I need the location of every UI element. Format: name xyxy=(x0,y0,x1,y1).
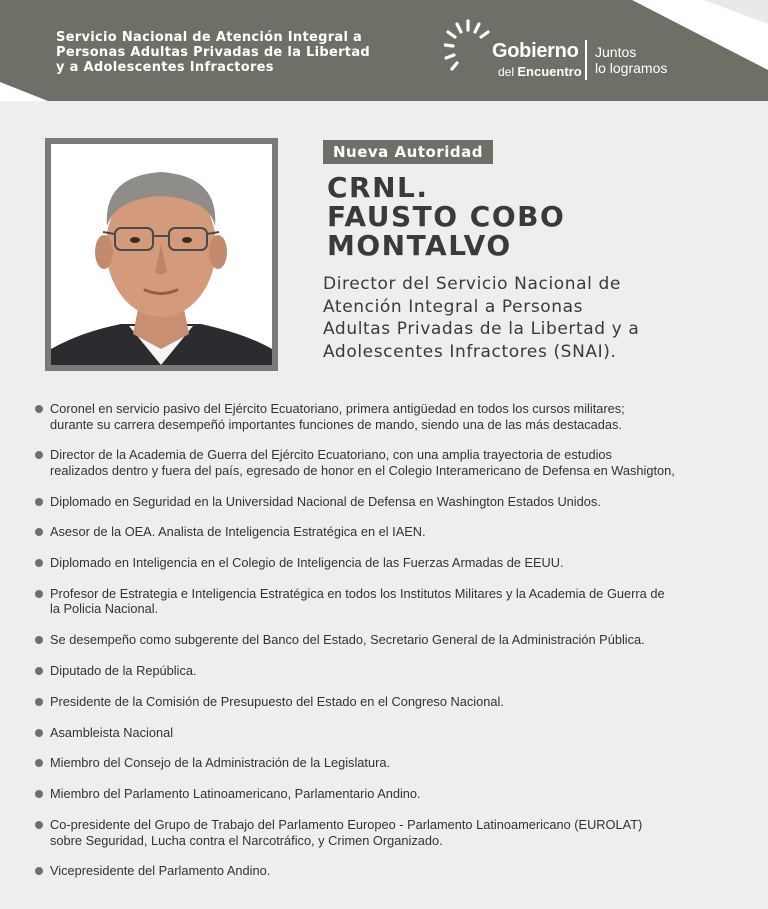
bullet-dot-icon xyxy=(35,498,43,506)
position-line: Atención Integral a Personas xyxy=(323,296,584,317)
biography-item xyxy=(35,524,735,540)
portrait-frame xyxy=(45,138,278,371)
biography-text: Se desempeño como subgerente del Banco del Estado, Secretario General de la Administración Pública. xyxy=(50,632,645,648)
bullet-dot-icon xyxy=(35,790,43,798)
position-line: Director del Servicio Nacional de xyxy=(323,274,621,294)
biography-text: Vicepresidente del Parlamento Andino. xyxy=(50,863,271,879)
biography-item xyxy=(35,401,735,432)
bullet-dot-icon xyxy=(35,590,43,598)
biography-text: sobre Seguridad, Lucha contra el Narcotráfico, y Crimen Organizado. xyxy=(50,832,443,848)
header-banner xyxy=(0,0,768,101)
biography-text: durante su carrera desempeñó importantes funciones de mando, siendo una de las más destacadas. xyxy=(50,416,622,432)
position-title xyxy=(323,273,743,363)
biography-item xyxy=(35,817,735,848)
biography-text: Profesor de Estrategia e Inteligencia Estratégica en todos los Institutos Militares y la Academia de Guerra de xyxy=(50,585,665,601)
biography-text: la Policia Nacional. xyxy=(50,601,159,617)
name-line: MONTALVO xyxy=(327,229,512,262)
name-line: FAUSTO COBO xyxy=(327,200,566,233)
biography-item xyxy=(35,494,735,510)
portrait-photo xyxy=(51,144,272,365)
biography-text: Asesor de la OEA. Analista de Inteligencia Estratégica en el IAEN. xyxy=(50,524,426,540)
bullet-dot-icon xyxy=(35,759,43,767)
biography-item xyxy=(35,694,735,710)
biography-item xyxy=(35,755,735,771)
org-name-line: y a Adolescentes Infractores xyxy=(56,60,274,75)
bullet-dot-icon xyxy=(35,729,43,737)
logo-divider xyxy=(585,40,587,80)
gobierno-logo xyxy=(444,18,704,82)
sunburst-icon xyxy=(444,18,492,78)
biography-text: Diplomado en Seguridad en la Universidad Nacional de Defensa en Washington Estados Unidos. xyxy=(50,493,601,509)
biography-text: Diputado de la República. xyxy=(50,663,197,679)
biography-item xyxy=(35,663,735,679)
logo-slogan xyxy=(595,44,667,76)
biography-text: Asambleista Nacional xyxy=(50,724,174,740)
biography-item xyxy=(35,447,735,478)
name-line: CRNL. xyxy=(327,171,429,204)
portrait-illustration xyxy=(51,144,272,365)
slogan-line: Juntos xyxy=(595,44,637,60)
logo-encuentro-text xyxy=(498,64,582,79)
biography-text: Coronel en servicio pasivo del Ejército Ecuatoriano, primera antigüedad en todos los cursos militares; xyxy=(50,401,625,416)
logo-encuentro-prefix: del xyxy=(498,65,515,79)
biography-item xyxy=(35,786,735,802)
bullet-dot-icon xyxy=(35,559,43,567)
logo-gobierno-text: Gobierno xyxy=(492,40,579,62)
bullet-dot-icon xyxy=(35,821,43,829)
biography-list xyxy=(35,401,735,894)
bullet-dot-icon xyxy=(35,451,43,459)
position-line: Adultas Privadas de la Libertad y a xyxy=(323,319,640,339)
slogan-line: lo logramos xyxy=(595,60,668,76)
position-line: Adolescentes Infractores (SNAI). xyxy=(323,341,617,362)
new-authority-badge: Nueva Autoridad xyxy=(323,140,493,164)
biography-text: Diplomado en Inteligencia en el Colegio de Inteligencia de las Fuerzas Armadas de EEUU. xyxy=(50,555,564,571)
biography-item xyxy=(35,725,735,741)
biography-item xyxy=(35,863,735,879)
biography-text: Co-presidente del Grupo de Trabajo del Parlamento Europeo - Parlamento Latinoamericano (EUROLAT) xyxy=(50,817,643,833)
logo-encuentro-main: Encuentro xyxy=(517,64,582,79)
org-name-line: Servicio Nacional de Atención Integral a xyxy=(56,30,363,45)
organization-name xyxy=(56,30,436,75)
bullet-dot-icon xyxy=(35,867,43,875)
bullet-dot-icon xyxy=(35,698,43,706)
bullet-dot-icon xyxy=(35,667,43,675)
bullet-dot-icon xyxy=(35,528,43,536)
biography-text: realizados dentro y fuera del país, egresado de honor en el Colegio Interamericano de Defensa en Washigton, xyxy=(50,462,675,478)
biography-item xyxy=(35,555,735,571)
org-name-line: Personas Adultas Privadas de la Libertad xyxy=(56,45,370,60)
biography-text: Director de la Academia de Guerra del Ejército Ecuatoriano, con una amplia trayectoria de estudios xyxy=(50,447,612,463)
bullet-dot-icon xyxy=(35,405,43,413)
biography-text: Miembro del Consejo de la Administración de la Legislatura. xyxy=(50,755,391,771)
bullet-dot-icon xyxy=(35,636,43,644)
biography-text: Miembro del Parlamento Latinoamericano, Parlamentario Andino. xyxy=(50,786,421,802)
person-name xyxy=(327,173,747,260)
biography-item xyxy=(35,632,735,648)
biography-item xyxy=(35,586,735,617)
biography-text: Presidente de la Comisión de Presupuesto del Estado en el Congreso Nacional. xyxy=(50,693,504,709)
